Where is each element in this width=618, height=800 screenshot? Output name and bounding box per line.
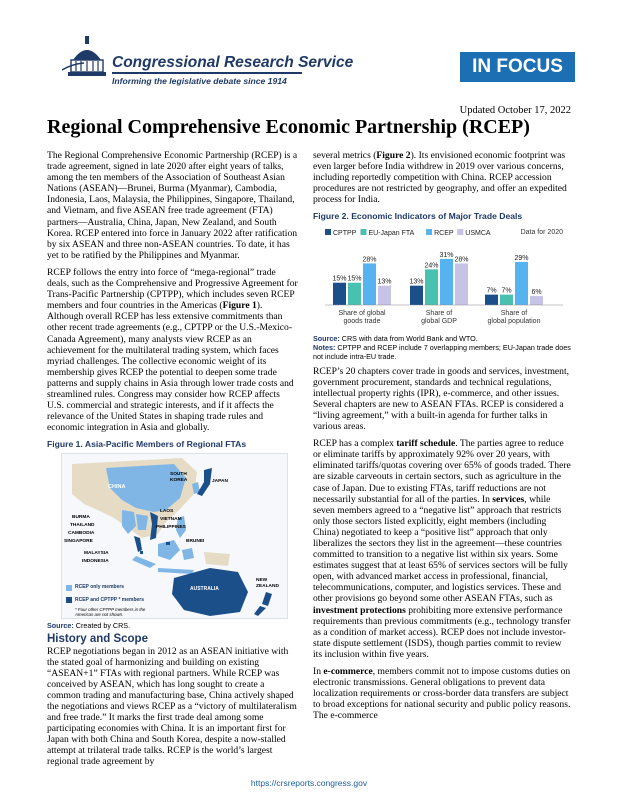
bar-usmca <box>455 263 468 305</box>
bar-value-label: 7% <box>486 287 497 295</box>
bar-value-label: 24% <box>424 261 439 269</box>
map-label-china: CHINA <box>108 484 126 491</box>
sulawesi-shape <box>182 548 194 560</box>
legend-label-cptpp: CPTPP <box>333 229 357 237</box>
page-title: Regional Comprehensive Economic Partnership (RCEP) <box>47 116 530 138</box>
legend-swatch-cptpp <box>325 229 331 235</box>
legend-label-eu-japan fta: EU-Japan FTA <box>368 229 415 237</box>
bar-value-label: 6% <box>531 288 542 296</box>
left-column <box>47 150 298 774</box>
ecommerce-paragraph: In e-commerce, members commit not to impose customs duties on electronic transmissions. General obligations to prevent data localization requirements or cross-border data transfers are subject to broad exceptions for national security and public policy reasons. The e-commerce <box>313 666 571 722</box>
figure-2-source: Source: CRS with data from World Bank and WTO. <box>313 333 478 343</box>
singapore-marker <box>140 551 143 554</box>
bar-value-label: 28% <box>454 255 469 263</box>
bar-value-label: 31% <box>439 251 454 259</box>
org-tagline: Informing the legislative debate since 1914 <box>112 76 287 86</box>
footer-url[interactable]: https://crsreports.congress.gov <box>250 778 368 788</box>
legend-swatch-rcep-only <box>66 585 72 591</box>
map-label-japan: JAPAN <box>212 479 228 485</box>
category-label: goods trade <box>343 317 381 325</box>
bar-eu-japan fta <box>500 294 513 304</box>
map-label-south-korea: SOUTH KOREA <box>170 472 188 483</box>
bar-eu-japan fta <box>425 269 438 305</box>
history-paragraph: RCEP negotiations began in 2012 as an ASEAN initiative with the stated goal of harmonizing and building on existing “ASEAN+1” FTAs with regional partners. While RCEP was conceived by ASEAN, which has long sought to create a common trading and manufacturing base, China actively shaped the negotiations and views RCEP as a “victory of multilateralism and free trade.” It marks the first trade deal among some participating economies with China. It is an important first for Japan with both China and South Korea, despite a now-stalled attempt at trilateral trade talks. RCEP is the world’s largest regional trade agreement by <box>47 645 297 768</box>
malaysia-shape <box>134 536 142 552</box>
map-label-singapore: SINGAPORE <box>64 539 93 545</box>
japan-shape <box>197 468 212 496</box>
new-guinea-shape <box>204 552 230 566</box>
bar-rcep <box>363 263 376 305</box>
legend-label-rcep: RCEP <box>434 229 454 237</box>
figure-2-title: Figure 2. Economic Indicators of Major Trade Deals <box>313 211 523 222</box>
figure-1-source: Source: Created by CRS. <box>47 621 131 631</box>
map-label-thailand: THAILAND <box>70 523 95 529</box>
bar-value-label: 13% <box>377 278 392 286</box>
org-name: Congressional Research Service <box>112 54 354 71</box>
map-label-australia: AUSTRALIA <box>190 586 219 593</box>
category-label: Share of global <box>338 309 386 317</box>
history-heading: History and Scope <box>47 633 148 646</box>
mega-regional-paragraph: RCEP follows the entry into force of “mega-regional” trade deals, such as the Comprehensive and Progressive Agreement for Trans-Pacific Partnership (CPTPP), which includes seven RCEP members and four countries in the Americas (Figure 1). Although overall RCEP has less extensive commitments than other recent trade agreements (e.g., CPTPP or the U.S.-Mexico-Canada Agreement), many analysts view RCEP as an achievement for the multilateral trading system, which faces myriad challenges. The collective economic weight of its membership gives RCEP the potential to deepen some trade patterns and supply chains in Asia through lower trade costs and streamlined rules. Congress may consider how RCEP affects U.S. commercial and strategic interests, and if it affects the relevance of the United States in shaping trade rules and economic integration in Asia and globally. <box>47 266 298 434</box>
updated-date: Updated October 17, 2022 <box>459 105 571 116</box>
chart-data-note: Data for 2020 <box>520 228 563 236</box>
new-zealand-south-shape <box>254 606 266 616</box>
bar-rcep <box>440 259 453 305</box>
bar-value-label: 28% <box>362 255 377 263</box>
java-shape <box>158 568 194 574</box>
figure-1-title: Figure 1. Asia-Pacific Members of Regional FTAs <box>47 439 247 450</box>
legend-swatch-rcep-cptpp <box>66 597 72 603</box>
intro-paragraph: The Regional Comprehensive Economic Partnership (RCEP) is a trade agreement, signed in late 2020 after eight years of talks, among the ten members of the Association of Southeast Asian Nations (ASEAN)—Brunei, Burma (Myanmar), Cambodia, Indonesia, Laos, Malaysia, the Philippines, Singapore, Thailand, and Vietnam, and five ASEAN free trade agreement (FTA) partners—Australia, China, Japan, New Zealand, and South Korea. RCEP entered into force in January 2022 after ratification by six ASEAN and three non-ASEAN countries. To date, it has yet to be ratified by the Philippines and Myanmar. <box>47 150 298 261</box>
map-label-philippines: PHILIPPINES <box>156 525 186 531</box>
logo-rule <box>112 72 302 74</box>
bar-eu-japan fta <box>348 282 361 304</box>
figure-1-map <box>61 453 288 619</box>
brunei-marker <box>166 542 170 545</box>
laos-thailand-shape <box>136 514 148 530</box>
figure-2-chart <box>313 225 571 333</box>
bar-cptpp <box>333 282 346 304</box>
map-label-indonesia: INDONESIA <box>82 559 109 565</box>
legend-swatch-eu-japan fta <box>361 229 367 235</box>
sumatra-shape <box>132 556 156 568</box>
right-column <box>313 150 571 727</box>
legend-footnote: * Four other CPTPP members in the Americas are not shown. <box>75 606 146 617</box>
capitol-logo-icon <box>62 30 112 78</box>
figure-1-ref: Figure 1 <box>222 300 257 312</box>
tariff-paragraph: RCEP has a complex tariff schedule. The parties agree to reduce or eliminate tariffs by approximately 92% over 20 years, with eliminated tariffs/quotas covering over 65% of goods traded. There are sizable carveouts in certain sectors, such as agriculture in the case of Japan. Due to existing FTAs, tariff reductions are not necessarily substantial for all of the parties. In services, while seven members agreed to a “negative list” approach that restricts only those sectors listed explicitly, eight members (including China) negotiated to keep a “positive list” approach that only liberalizes the sectors they list in the agreement—these countries committed to transition to a negative list within six years. Some estimates suggest that at least 65% of services sectors will be fully open, with advanced market access in professional, financial, telecommunications, computer, and logistics services. These and other provisions go beyond some other ASEAN FTAs, such as investment protections prohibiting more extensive performance requirements than previous commitments (e.g., technology transfer as a condition of market access). RCEP does not include investor-state dispute settlement (ISDS), though parties commit to review its inclusion within five years. <box>313 438 571 660</box>
legend-rcep-cptpp: RCEP and CPTPP * members <box>66 595 158 606</box>
map-label-burma: BURMA <box>72 515 90 521</box>
legend-swatch-usmca <box>457 229 463 235</box>
bar-value-label: 15% <box>332 275 347 283</box>
bar-usmca <box>530 296 543 305</box>
bar-value-label: 29% <box>514 254 529 262</box>
map-label-brunei: BRUNEI <box>186 539 205 545</box>
in-focus-badge: IN FOCUS <box>460 52 575 82</box>
bar-cptpp <box>485 294 498 304</box>
page-header <box>0 0 618 100</box>
map-label-laos: LAOS <box>160 509 174 515</box>
new-zealand-north-shape <box>262 592 272 606</box>
map-label-cambodia: CAMBODIA <box>68 531 95 537</box>
bar-value-label: 7% <box>501 287 512 295</box>
category-label: global GDP <box>421 317 457 325</box>
legend-swatch-rcep <box>426 229 432 235</box>
category-label: global population <box>487 317 541 325</box>
figure-2-ref: Figure 2 <box>376 150 411 161</box>
crs-logo-text <box>112 55 353 87</box>
footprint-paragraph: several metrics (Figure 2). Its envisioned economic footprint was even larger before India withdrew in 2019 over various concerns, including reportedly competition with China. RCEP accession procedures are not restricted by geography, and offer an expedited process for India. <box>313 150 567 206</box>
bar-usmca <box>378 285 391 304</box>
bar-cptpp <box>410 285 423 304</box>
figure-2-notes: Notes: CPTPP and RCEP include 7 overlapping members; EU-Japan trade does not include intra-EU trade. <box>313 342 571 361</box>
chapters-paragraph: RCEP’s 20 chapters cover trade in goods and services, investment, government procurement, standards and technical regulations, intellectual property rights (IPR), e-commerce, and other issues. Several chapters are new to ASEAN FTAs. RCEP is considered a “living agreement,” with a built-in agenda for further talks in various areas. <box>313 365 570 433</box>
legend-label-usmca: USMCA <box>465 229 491 237</box>
map-legend <box>66 582 158 616</box>
legend-rcep-only: RCEP only members <box>66 582 158 593</box>
category-label: Share of <box>425 309 453 317</box>
bar-value-label: 15% <box>347 275 362 283</box>
bar-rcep <box>515 261 528 304</box>
map-label-new-zealand: NEW ZEALAND <box>256 578 279 589</box>
map-label-vietnam: VIETNAM <box>160 517 182 523</box>
category-label: Share of <box>500 309 528 317</box>
map-label-malaysia: MALAYSIA <box>84 551 109 557</box>
bar-value-label: 13% <box>409 278 424 286</box>
